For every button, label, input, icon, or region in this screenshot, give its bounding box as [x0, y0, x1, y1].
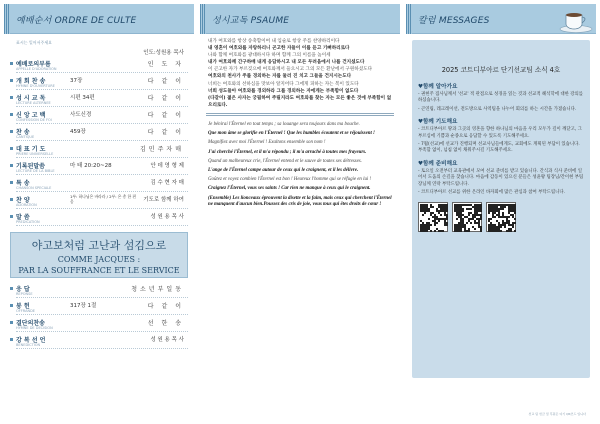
order-item-sub: BENEDICTION	[16, 343, 41, 347]
news-item: - 곤연림, 레크레이션, 전도방으로 사역팀을 나누어 회의를 하는 시간을 가졌습니다.	[418, 106, 577, 112]
order-item-name: 찬 양	[16, 197, 30, 204]
sermon-title-ko: 야고보처럼 고난과 섬김으로	[31, 239, 167, 252]
order-item-sub: LECTURE ALTERNEE	[16, 101, 51, 105]
row-rule	[16, 72, 188, 73]
footer-note: 선교 팀 헌금 및 후원은 여기 QR코드 입니다	[528, 412, 586, 416]
header-stripe	[406, 4, 412, 34]
qr-module	[494, 216, 496, 218]
header-stripe	[4, 4, 10, 34]
order-item-detail: 459장	[70, 129, 86, 135]
presider-label: 인도:성원용 목사	[143, 50, 184, 56]
order-item-leader: 기도로 함께 하여	[143, 197, 184, 203]
order-item-name: 응 답	[16, 286, 30, 293]
news-title-header: 칼럼 MESSAGES	[418, 16, 490, 26]
row-rule	[16, 89, 188, 90]
news-content	[412, 40, 590, 378]
qr-module	[430, 224, 432, 226]
order-item-name: 개 회 찬 송	[16, 78, 46, 85]
order-item-name: 성 시 교 독	[16, 95, 46, 102]
news-headline: 2025 코트디부아르 단기선교팀 소식 4호	[441, 66, 561, 74]
qr-module	[500, 226, 502, 228]
psalm-panel	[200, 4, 400, 420]
news-section	[418, 159, 584, 197]
row-rule	[16, 140, 188, 141]
order-item-sub: OFFRANDE	[16, 309, 35, 313]
order-item-name: 찬 송	[16, 129, 30, 136]
order-item-detail: 317장 1절	[70, 303, 97, 309]
qr-module	[446, 224, 448, 226]
psalm-fr-verse: Craignez l'Éternel, vous ses saints ! Car rien ne manque à ceux qui le craignent.	[208, 186, 371, 192]
order-header	[4, 4, 194, 34]
news-section-title: ♥함께 기도해요	[418, 119, 458, 126]
news-panel	[406, 4, 596, 420]
qr-module	[502, 208, 504, 210]
order-item-detail: 마 태 20:20~28	[70, 163, 112, 169]
news-item: - 7월(선교)에 선교가 진행되며 선교사님들에게도, 교회에도 계획된 부담이 있습니다. 부족함 없이, 넘침 없이 채워주시길 기도해주세요.	[418, 142, 580, 154]
psalm-ko-verse: 여호와의 천사가 주를 경외하는 자를 둘러 진 치고 그들을 건지시는도다	[208, 74, 352, 80]
order-item-leader: 김민주자매	[140, 146, 184, 153]
qr-module	[514, 222, 516, 224]
order-row	[10, 178, 188, 195]
order-item-sub: CANTIQUE	[16, 135, 35, 139]
qr-module	[500, 230, 502, 232]
qr-code[interactable]	[486, 202, 516, 232]
psalm-ko-verse: 나와 함께 여호와를 광대하시다 하며 함께 그의 이름을 높이세	[208, 53, 331, 59]
bullet-icon	[10, 321, 13, 324]
qr-module	[430, 230, 432, 232]
row-rule	[16, 123, 188, 124]
psalm-fr-verse: L'ange de l'Éternel campe autour de ceux qui le craignent, et il les délivre.	[208, 167, 359, 173]
qr-module	[508, 216, 510, 218]
order-row	[10, 335, 188, 352]
qr-module	[426, 230, 428, 232]
bullet-icon	[10, 304, 13, 307]
order-item-leader: 다 같 이	[147, 95, 184, 102]
order-row	[10, 212, 188, 229]
qr-module	[510, 230, 512, 232]
news-section-title: ♥함께 준비해요	[418, 160, 458, 167]
row-rule	[16, 106, 188, 107]
news-section	[418, 82, 584, 113]
sermon-title-fr-1: COMME JACQUES :	[57, 255, 141, 264]
order-item-sub: HYMNE D'OUVERTURE	[16, 84, 55, 88]
order-row	[10, 318, 188, 335]
order-item-sub: HYMNE DE DECISION	[16, 326, 53, 330]
psalm-ko-verse: (다같이) 젊은 사자는 궁핍하여 주릴지라도 여호와를 찾는 자는 모든 좋은 것에 부족함이 없으리로다.	[208, 95, 392, 108]
qr-module	[434, 224, 436, 226]
psalm-ko-verse: 내 영혼이 여호와를 자랑하리니 곤고한 자들이 이를 듣고 기뻐하리로다	[208, 46, 350, 52]
row-rule	[16, 225, 188, 226]
order-row	[10, 127, 188, 144]
bullet-icon	[10, 147, 13, 150]
order-item-sub: PRIERE UNIVERSELLE	[16, 152, 54, 156]
order-item-leader: 안 데 영 형 제	[150, 163, 184, 169]
order-item-leader: 다 같 이	[147, 303, 184, 310]
order-list	[4, 59, 194, 229]
qr-module	[468, 230, 470, 232]
order-row	[10, 161, 188, 178]
order-item-name: 말 씀	[16, 214, 30, 221]
bullet-icon	[10, 113, 13, 116]
qr-module	[488, 212, 490, 214]
psalm-fr-verse: J'ai cherché l'Éternel, et il m'a répondu ; il m'a arraché à toutes mes frayeurs.	[208, 149, 367, 155]
psalm-korean	[208, 38, 392, 109]
qr-module	[470, 222, 472, 224]
psalm-ko-verse: 너희는 여호와의 선하심을 맛보아 알지어다 그에게 피하는 자는 복이 있도다	[208, 81, 359, 87]
qr-module	[490, 218, 492, 220]
qr-module	[434, 230, 436, 232]
order-item-name: 봉 헌	[16, 303, 30, 310]
news-header	[406, 4, 596, 34]
order-row	[10, 110, 188, 127]
order-item-leader: 인 도 자	[147, 61, 184, 68]
row-rule	[16, 157, 188, 158]
bullet-icon	[10, 62, 13, 65]
bullet-icon	[10, 287, 13, 290]
qr-codes	[418, 202, 584, 234]
qr-module	[470, 208, 472, 210]
bullet-icon	[10, 338, 13, 341]
qr-module	[424, 212, 426, 214]
psalm-header	[200, 4, 400, 34]
row-rule	[16, 348, 188, 349]
psalm-french	[208, 122, 392, 208]
qr-module	[480, 210, 482, 212]
order-item-sub: CHANSON SPECIALE	[16, 186, 52, 190]
qr-module	[514, 212, 516, 214]
psalm-ko-verse: 이 곤고한 자가 부르짖으매 여호와께서 들으시고 그의 모든 환난에서 구원하셨도다	[208, 67, 373, 73]
order-item-leader: 성 원 용 목 사	[150, 214, 184, 220]
news-section-title: ♥함께 알아가요	[418, 84, 458, 90]
qr-module	[428, 218, 430, 220]
order-item-detail: 시편 34편	[70, 95, 95, 101]
order-item-sub: ADORATION	[16, 203, 37, 207]
order-item-sub: REPONSE	[16, 292, 33, 296]
qr-module	[432, 206, 434, 208]
order-item-leader: 성 원 용 목 사	[150, 337, 184, 343]
bullet-icon	[10, 130, 13, 133]
coffee-cup-icon	[554, 5, 594, 33]
bullet-icon	[10, 215, 13, 218]
qr-module	[468, 214, 470, 216]
order-item-leader: 청소년부일동	[131, 286, 184, 293]
order-panel	[4, 4, 194, 420]
qr-module	[436, 222, 438, 224]
psalm-fr-verse: Quand un malheureux crie, l'Éternel entend et le sauve de toutes ses détresses.	[208, 158, 362, 164]
row-rule	[16, 191, 188, 192]
order-list-2	[4, 284, 194, 352]
psalm-fr-verse: (Ensemble) Les lionceaux éprouvent la disette et la faim, mais ceux qui cherchent l'Éternel ne manquent d'aucun bien.Poussez des cris de joie, vous tous qui êtes droits de cœur !	[208, 195, 392, 207]
news-item: - 코트디부아르 선교를 위한 온라인 바자회에 많은 관심과 참여 부탁드립니다.	[418, 190, 566, 196]
order-item-leader: 다 같 이	[147, 129, 184, 136]
order-item-name: 예배로의부름	[16, 61, 51, 68]
order-item-leader: 김 수 현 자 매	[150, 180, 184, 186]
qr-module	[474, 228, 476, 230]
qr-module	[422, 214, 424, 216]
divider	[206, 113, 394, 116]
order-item-name: 특 송	[16, 180, 30, 187]
qr-module	[514, 218, 516, 220]
order-item-leader: 다 같 이	[147, 112, 184, 119]
bullet-icon	[10, 79, 13, 82]
order-item-name: 결단의찬송	[16, 320, 45, 327]
news-section	[418, 117, 584, 155]
order-item-sub: CONFESSION DE FOI	[16, 118, 52, 122]
bullet-icon	[10, 96, 13, 99]
row-rule	[16, 331, 188, 332]
qr-module	[504, 226, 506, 228]
psalm-title: 성시교독 PSAUME	[212, 16, 290, 26]
row-rule	[16, 297, 188, 298]
row-rule	[16, 174, 188, 175]
row-rule	[16, 208, 188, 209]
sermon-title-box	[10, 232, 188, 278]
qr-module	[504, 206, 506, 208]
news-item: - 코트디부아르 땅과 그곳의 영혼을 향한 하나님의 마음을 우리 모두가 깊이 깨닫고, 그 부르심에 기쁨과 순종으로 응답할 수 있도록 기도해주세요.	[418, 127, 582, 139]
sermon-title-fr-2: PAR LA SOUFFRANCE ET LE SERVICE	[18, 266, 180, 275]
order-item-leader: 다 같 이	[147, 78, 184, 85]
order-item-sub: APPELLE D'ADORATION	[16, 67, 57, 71]
news-sections	[418, 82, 584, 196]
psalm-fr-verse: Je bénirai l'Éternel en tout temps ; sa louange sera toujours dans ma bouche.	[208, 121, 360, 127]
bullet-icon	[10, 198, 13, 201]
stand-note: 표시는 일어서주세요	[16, 40, 53, 45]
bullet-icon	[10, 164, 13, 167]
qr-module	[446, 218, 448, 220]
qr-code[interactable]	[418, 202, 448, 232]
order-row	[10, 284, 188, 301]
order-row	[10, 59, 188, 76]
qr-module	[440, 214, 442, 216]
bullet-icon	[10, 181, 13, 184]
qr-module	[512, 226, 514, 228]
header-stripe	[200, 4, 206, 34]
order-row	[10, 76, 188, 93]
psalm-ko-verse: 내가 여호와께 간구하매 내게 응답하시고 내 모든 두려움에서 나를 건지셨도다	[208, 60, 365, 66]
order-row	[10, 301, 188, 318]
psalm-ko-verse: 내가 여호와를 항상 송축함이여 내 입술로 항상 주를 찬양하리이다	[208, 39, 340, 44]
psalm-fr-verse: Que mon âme se glorifie en l'Éternel ! Que les humbles écoutent et se réjouissent !	[208, 131, 375, 137]
news-item: - 권현주 집사님께서 '선교' 적 관점으로 성경을 읽는 것과 선교적 헤석학에 대한 강의를 하셨습니다.	[418, 92, 583, 104]
order-item-sub: PREDICATION	[16, 220, 40, 224]
order-item-detail: 사도신경	[70, 112, 92, 118]
order-title: 예배순서 ORDRE DE CULTE	[16, 16, 137, 26]
psalm-ko-verse: 너희 성도들아 여호와를 경외하라 그를 경외하는 자에게는 부족함이 없도다	[208, 88, 359, 94]
row-rule	[16, 314, 188, 315]
psalm-fr-verse: Goûtez et voyez combien l'Éternel est bon ! Heureux l'homme qui se réfugie en lui !	[208, 177, 372, 183]
psalm-fr-verse: Magnifiez avec moi l'Éternel ! Exaltons ensemble son nom !	[208, 140, 326, 146]
qr-module	[456, 218, 458, 220]
order-item-detail: 1부: 하나님은 바라라 / 2부: 은 총 한 편 음	[70, 194, 137, 204]
order-item-name: 기록된말씀	[16, 163, 45, 170]
qr-code[interactable]	[452, 202, 482, 232]
news-item: - 토요일 오전부터 교육관에서 모여 선교 준비를 받고 있습니다. 간식과 식사 준비에 일어서 도움의 손길을 찾습니다. 마음에 감동이 있으신 분들은 성윤왕 팀장님/간이현 부팀장님께 연락 부탁드립니다.	[418, 168, 584, 187]
order-item-name: 강 복 선 언	[16, 337, 46, 344]
order-row	[10, 144, 188, 161]
qr-module	[442, 230, 444, 232]
order-item-name: 신 앙 고 백	[16, 112, 46, 119]
qr-module	[460, 230, 462, 232]
order-item-name: 대 표 기 도	[16, 146, 46, 153]
qr-module	[514, 230, 516, 232]
order-row	[10, 93, 188, 110]
qr-module	[462, 210, 464, 212]
qr-module	[480, 218, 482, 220]
qr-module	[480, 230, 482, 232]
order-item-leader: 선 한 송	[147, 320, 184, 327]
qr-module	[438, 220, 440, 222]
qr-module	[466, 222, 468, 224]
order-row	[10, 195, 188, 212]
qr-module	[446, 210, 448, 212]
order-item-detail: 37장	[70, 78, 83, 84]
order-item-sub: LECTURE DE LA BIBLE	[16, 169, 55, 173]
